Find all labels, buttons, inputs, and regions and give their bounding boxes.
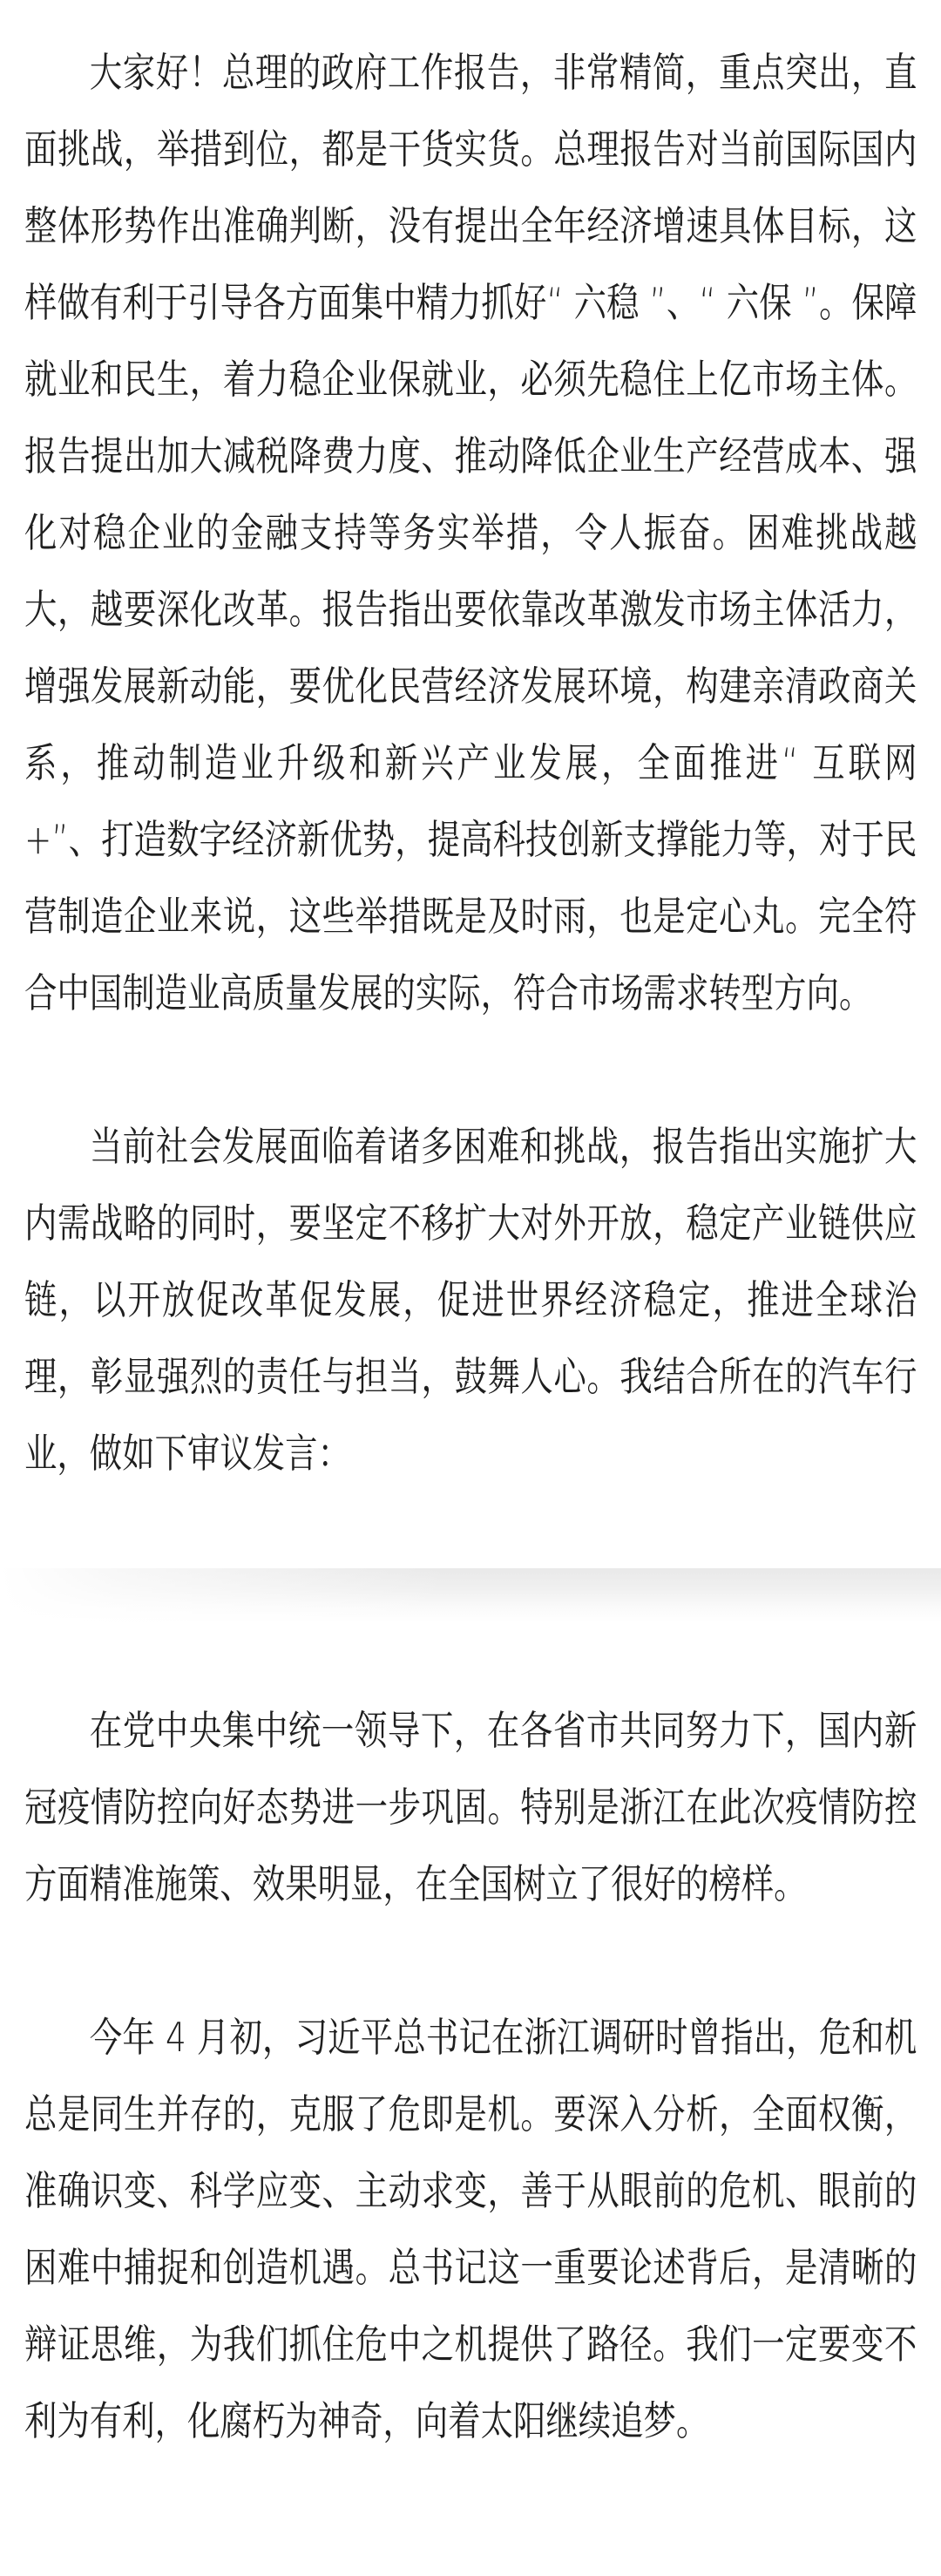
paragraph-crisis-opportunity: 今年 4 月初，习近平总书记在浙江调研时曾指出，危和机总是同生并存的，克服了危即是机。要深入分析，全面权衡，准确识变、科学应变、主动求变，善于从眼前的危机、眼前的困难中捕捉和创造机遇。总书记这一重要论述背后，是清晰的辩证思维，为我们抓住危中之机提供了路径。我们一定要变不利为有利，化腐朽为神奇，向着太阳继续追梦。: [24, 2014, 917, 2444]
page-break-shadow: [0, 1568, 941, 1622]
paragraph-challenges-opening: 当前社会发展面临着诸多困难和挑战，报告指出实施扩大内需战略的同时，要坚定不移扩大对外开放，稳定产业链供应链，以开放促改革促发展，促进世界经济稳定，推进全球治理，彰显强烈的责任与担当，鼓舞人心。我结合所在的汽车行业，做如下审议发言：: [24, 1123, 917, 1477]
text-section-2: [24, 1692, 917, 2459]
text-section-1: [24, 34, 917, 1492]
paragraph-report-overview: 大家好！总理的政府工作报告，非常精简，重点突出，直面挑战，举措到位，都是干货实货。总理报告对当前国际国内整体形势作出准确判断，没有提出全年经济增速具体目标，这样做有利于引导各方面集中精力抓好“ 六稳 ”、“ 六保 ”。保障就业和民生，着力稳企业保就业，必须先稳住上亿市场主体。报告提出加大减税降费力度、推动降低企业生产经营成本、强化对稳企业的金融支持等务实举措，令人振奋。困难挑战越大，越要深化改革。报告指出要依靠改革激发市场主体活力，增强发展新动能，要优化民营经济发展环境，构建亲清政商关系，推动制造业升级和新兴产业发展，全面推进“ 互联网 +”、打造数字经济新优势，提高科技创新支撑能力等，对于民营制造企业来说，这些举措既是及时雨，也是定心丸。完全符合中国制造业高质量发展的实际，符合市场需求转型方向。: [24, 49, 917, 1016]
paragraph-epidemic-control: 在党中央集中统一领导下，在各省市共同努力下，国内新冠疫情防控向好态势进一步巩固。特别是浙江在此次疫情防控方面精准施策、效果明显，在全国树立了很好的榜样。: [24, 1707, 917, 1907]
